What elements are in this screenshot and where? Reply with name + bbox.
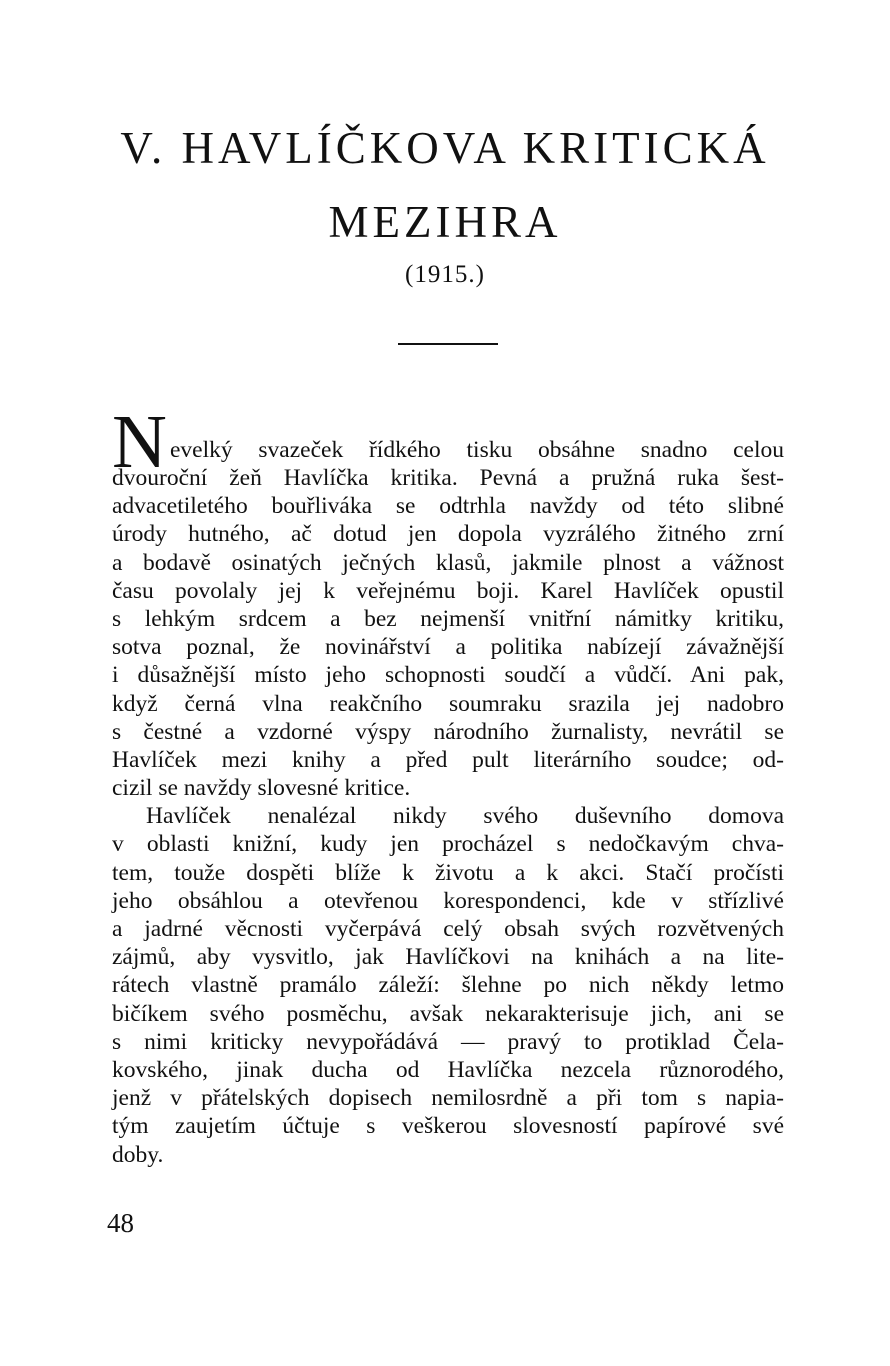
text-line: sotva poznal, že novinářství a politika nabízejí závažnější — [112, 634, 784, 661]
text-line: dvouroční žeň Havlíčka kritika. Pevná a pružná ruka šest- — [112, 465, 784, 491]
text-line: kovského, jinak ducha od Havlíčka nezcela různorodého, — [112, 1056, 784, 1083]
text-line: jeho obsáhlou a otevřenou korespondenci, kde v střízlivé — [112, 887, 784, 914]
text-line: bičíkem svého posměchu, avšak nekarakterisuje jich, ani se — [112, 1000, 784, 1027]
chapter-title-line-1: V. HAVLÍČKOVA KRITICKÁ — [120, 123, 770, 173]
text-line: zájmů, aby vysvitlo, jak Havlíčkovi na knihách a na lite- — [112, 944, 784, 971]
text-line: úrody hutného, ač dotud jen dopola vyzrálého žitného zrní — [112, 521, 784, 548]
text-line: cizil se navždy slovesné kritice. — [112, 775, 411, 802]
body-text — [112, 400, 784, 1169]
drop-cap: N — [112, 400, 167, 484]
text-line: s lehkým srdcem a bez nejmenší vnitřní námitky kritiku, — [112, 605, 784, 632]
text-line: v oblasti knižní, kudy jen procházel s nedočkavým chva- — [112, 831, 784, 858]
chapter-year: (1915.) — [405, 261, 485, 288]
text-line: když černá vlna reakčního soumraku srazila jej nadobro — [112, 690, 784, 717]
text-line: Havlíček mezi knihy a před pult literárního soudce; od- — [112, 746, 784, 773]
text-line: a jadrné věcnosti vyčerpává celý obsah svých rozvětvených — [112, 916, 784, 942]
text-line: doby. — [112, 1141, 164, 1168]
text-line: a bodavě osinatých ječných klasů, jakmile plnost a vážnost — [112, 549, 784, 576]
paragraph-2 — [112, 802, 784, 1168]
page-number: 48 — [107, 1208, 134, 1238]
text-line: tým zaujetím účtuje s veškerou slovesností papírové své — [112, 1113, 784, 1140]
text-line: advacetiletého bouřliváka se odtrhla navždy od této slibné — [112, 493, 784, 520]
text-line: i důsažnější místo jeho schopnosti soudčí a vůdčí. Ani pak, — [112, 662, 784, 689]
text-line: času povolaly jej k veřejnému boji. Karel Havlíček opustil — [112, 577, 784, 604]
text-line: s čestné a vzdorné výspy národního žurnalisty, nevrátil se — [112, 718, 784, 745]
text-line: s nimi kriticky nevypořádává — pravý to protiklad Čela- — [112, 1028, 784, 1055]
chapter-title-line-2: MEZIHRA — [328, 197, 562, 247]
text-line: tem, touže dospěti blíže k životu a k akci. Stačí pročísti — [112, 859, 784, 886]
text-line: Havlíček nenalézal nikdy svého duševního domova — [146, 803, 784, 830]
text-line: rátech vlastně pramálo záleží: šlehne po nich někdy letmo — [112, 972, 784, 999]
text-line: evelký svazeček řídkého tisku obsáhne snadno celou — [170, 437, 784, 463]
paragraph-1 — [112, 464, 784, 802]
section-rule — [398, 343, 498, 345]
text-line: jenž v přátelských dopisech nemilosrdně a při tom s napia- — [112, 1085, 784, 1112]
